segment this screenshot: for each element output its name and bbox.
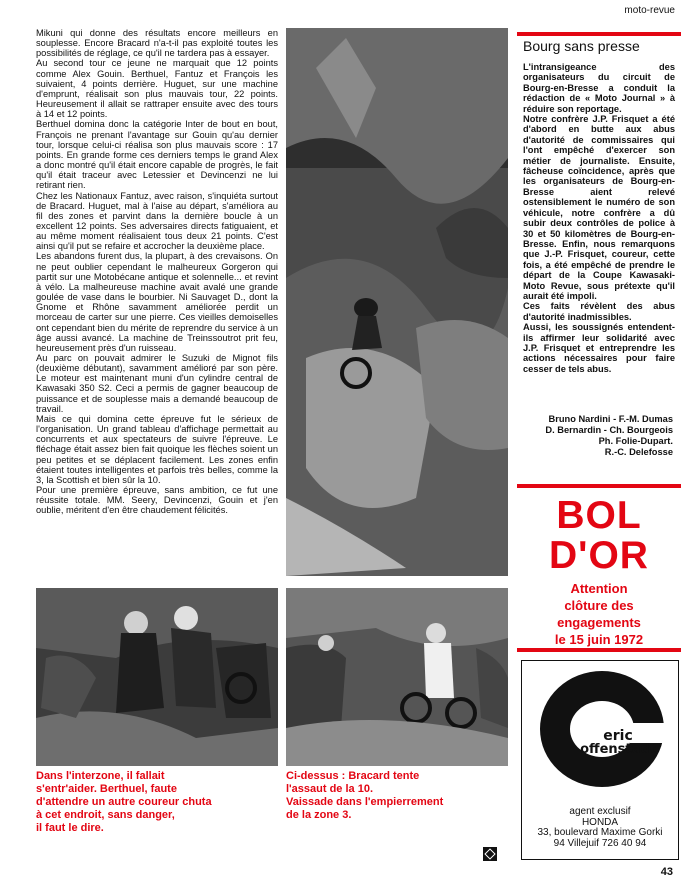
signature-line: Bruno Nardini - F.-M. Dumas — [548, 414, 673, 424]
article-paragraph: Berthuel domina donc la catégorie Inter de bout en bout, François ne prenant l'avantage sur Gouin qu'au dernier tour, lorsque celui-ci réalisa son plus mauvais score : 17 points. En grande forme ces derniers temps le grand Alex a donc montré qu'il était encore capable de progrès, le fait qu'il était traceur avec Letessier et Devincenzi ne lui retirant rien. — [36, 119, 278, 191]
caption-line: Ci-dessus : Bracard tente — [286, 770, 420, 782]
diamond-icon — [483, 847, 497, 861]
signature-line: D. Bernardin - Ch. Bourgeois — [545, 425, 673, 435]
sidebar-paragraph: Notre confrère J.P. Frisquet a été d'abord en butte aux abus d'autorité de commissaires qui l'ont empêché d'exercer son métier de journaliste. Ensuite, fâcheuse coïncidence, après que les organisateurs de Bourg-en-Bresse aient relevé ostensiblement le numéro de son véhicule, notre confrère a dû subir deux contrôles de police à 30 et 50 kilomètres de Bourg-en-Bresse. Enfin, nous remarquons que J.-P. Frisquet, coureur, cette fois, a été empêché de prendre le départ de la Coupe Kawasaki-Moto Revue, sous prétexte qu'il aurait été impoli. — [523, 114, 675, 301]
caption-line: Dans l'interzone, il fallait — [36, 770, 165, 782]
sidebar-paragraph: Ces faits révèlent des abus d'autorité inadmissibles. — [523, 301, 675, 322]
article-paragraph: Mais ce qui domina cette épreuve fut le sérieux de l'organisation. Un grand tableau d'affichage permettait au concurrents et aux spectateurs de suivre l'épreuve. Le fléchage était assez bien fait quoique les flèches soient un peu petites et se déplacent facilement. Les zones enfin étaient toutes intelligentes et parfois très belles, comme la 3, la Scottish et bien sûr la 10. — [36, 413, 278, 485]
caption-left — [36, 770, 278, 835]
caption-right — [286, 770, 508, 822]
ad-line: HONDA — [581, 816, 619, 828]
section-header: moto-revue — [624, 5, 675, 16]
eric-offenstadt-ad — [521, 660, 679, 860]
signature-line: Ph. Folie-Dupart. — [598, 436, 673, 446]
signature-line: R.-C. Delefosse — [604, 447, 673, 457]
page-number: 43 — [660, 866, 673, 878]
dor-heading: D'OR — [549, 534, 649, 577]
article-paragraph: Au second tour ce jeune ne marquait que 12 points comme Alex Gouin. Berthuel, Fantuz et François les suivaient, 4 points derrière. Huguet, sur une machine d'emprunt, réalisait son plus mauvais tour, 22 points. Heureusement il allait se rattraper ensuite avec des tours à 14 et 12 points. — [36, 58, 278, 120]
caption-line: s'entr'aider. Berthuel, faute — [36, 783, 177, 795]
ad-line: 33, boulevard Maxime Gorki — [537, 827, 663, 838]
article-paragraph: Chez les Nationaux Fantuz, avec raison, s'inquiéta surtout de Bracard. Huguet, mal à l'aise au départ, s'améliora au fil des zones et parvint dans la dernière boucle à un excellent 12 points. Ses adversaires directs fatiguaient, et au même moment réalisaient tous deux 21 points. C'est ainsi qu'il put se refaire et accrocher la deuxième place. — [36, 190, 278, 252]
caption-line: il faut le dire. — [36, 822, 104, 834]
article-paragraph: Les abandons furent dus, la plupart, à des crevaisons. On ne peut oublier cependant le malheureux Gorgeron qui partit sur une Motobécane antique et solennelle... et revint à vélo. La malheureuse machine avait avalé une grande goulée de vase dans le bourbier. Ni Sauvaget D., dont la Gnome et Rhône savamment améliorée perdit un morceau de carter sur une pierre. Ces vieilles demoiselles ont cependant bien du mérite de reprendre du service à un âge aussi avancé. La machine de Treinssoutrot prit feu, heureusement près d'un ruisseau. — [36, 251, 278, 353]
bol-subtext-line: le 15 juin 1972 — [554, 632, 644, 647]
ad-address — [522, 807, 678, 849]
article-text — [36, 28, 278, 516]
sidebar-text — [523, 62, 675, 374]
article-paragraph: Au parc on pouvait admirer le Suzuki de Mignot fils (deuxième débutant), savamment amélioré par son père. Le moteur est maintenant muni d'un cylindre central de Kawasaki 350 S2. Ceci a permis de gagner beaucoup de puissance et de souplesse mais a demandé beaucoup de travail. — [36, 353, 278, 414]
divider-rule — [517, 484, 681, 488]
bol-heading: BOL — [556, 494, 642, 537]
caption-line: Vaissade dans l'empierrement — [286, 796, 444, 808]
bol-dor-notice — [517, 496, 681, 648]
bol-subtext-line: engagements — [557, 615, 641, 630]
ad-line: 94 Villejuif 726 40 94 — [553, 837, 647, 849]
caption-line: l'assaut de la 10. — [286, 783, 373, 795]
photo-interzone — [36, 588, 278, 766]
photo-bracard — [286, 588, 508, 766]
article-paragraph: Mikuni qui donne des résultats encore meilleurs en souplesse. Encore Bracard n'a-t-il pas exploité toutes les possibilités de réglage, ce qu'il ne tardera pas à essayer. — [36, 28, 278, 59]
sidebar-paragraph: L'intransigeance des organisateurs du circuit de Bourg-en-Bresse a conduit la rédaction de « Moto Journal » à réduire son reportage. — [523, 62, 675, 114]
caption-line: de la zone 3. — [286, 809, 352, 821]
article-paragraph: Pour une première épreuve, sans ambition, ce fut une réussite totale. MM. Seery, Devincenzi, Gouin et j'en oublie, méritent d'en être chaudement félicités. — [36, 485, 278, 516]
bol-subtext — [517, 580, 681, 648]
logo-word: offenstadt — [580, 742, 656, 757]
bol-subtext-line: clôture des — [564, 598, 634, 613]
sidebar-paragraph: Aussi, les soussignés entendent-ils affirmer leur solidarité avec J.P. Frisquet et entreprendre les actions nécessaires pour faire cesser de tels abus. — [523, 322, 675, 374]
bol-subtext-line: Attention — [570, 581, 628, 596]
logo-word: eric — [603, 728, 633, 744]
signatures — [523, 414, 673, 458]
caption-line: d'attendre un autre coureur chuta — [36, 796, 212, 808]
photo-rider-on-rocks — [286, 28, 508, 576]
ad-line: agent exclusif — [569, 806, 631, 817]
caption-line: à cet endroit, sans danger, — [36, 809, 175, 821]
divider-rule — [517, 648, 681, 652]
sidebar-title: Bourg sans presse — [517, 32, 681, 54]
logo-wordmark — [556, 729, 680, 757]
